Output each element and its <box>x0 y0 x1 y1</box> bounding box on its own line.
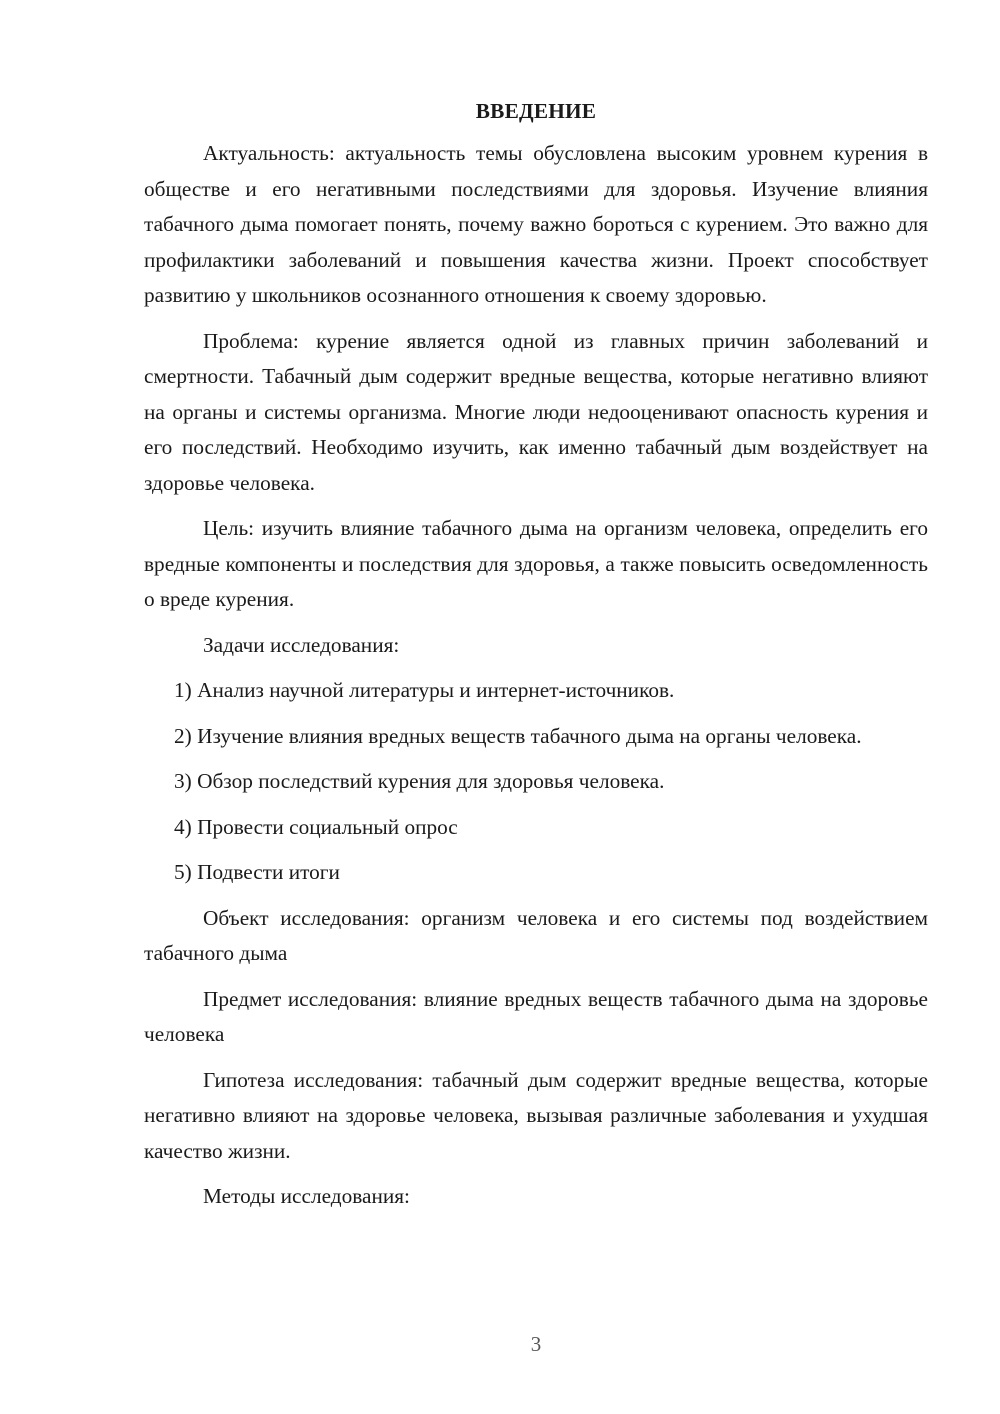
task-item-2: 2) Изучение влияния вредных веществ табачного дыма на органы человека. <box>174 723 862 748</box>
task-item-5: 5) Подвести итоги <box>174 860 340 884</box>
task-item-4: 4) Провести социальный опрос <box>174 814 458 839</box>
paragraph-hypothesis: Гипотеза исследования: табачный дым содержит вредные вещества, которые негативно влияют на здоровье человека, вызывая различные заболевания и ухудшая качество жизни. <box>144 1067 928 1163</box>
task-item-1: 1) Анализ научной литературы и интернет-источников. <box>174 678 675 702</box>
paragraph-subject: Предмет исследования: влияние вредных веществ табачного дыма на здоровье человека <box>144 986 928 1046</box>
section-title: ВВЕДЕНИЕ <box>475 99 597 123</box>
methods-heading: Методы исследования: <box>203 1184 410 1208</box>
paragraph-goal: Цель: изучить влияние табачного дыма на организм человека, определить его вредные компоненты и последствия для здоровья, а также повысить осведомленность о вреде курения. <box>144 516 928 611</box>
paragraph-problem: Проблема: курение является одной из главных причин заболеваний и смертности. Табачный дым содержит вредные вещества, которые негативно влияют на органы и системы организма. Многие люди недооценивают опасность курения и его последствий. Необходимо изучить, как именно табачный дым воздействует на здоровье человека. <box>144 328 928 495</box>
task-item-3: 3) Обзор последствий курения для здоровья человека. <box>174 769 665 793</box>
paragraph-relevance: Актуальность: актуальность темы обусловлена высоким уровнем курения в обществе и его негативными последствиями для здоровья. Изучение влияния табачного дыма помогает понять, почему важно бороться с курением. Это важно для профилактики заболеваний и повышения качества жизни. Проект способствует развитию у школьников осознанного отношения к своему здоровью. <box>144 141 928 307</box>
paragraph-object: Объект исследования: организм человека и его системы под воздействием табачного дыма <box>144 905 928 965</box>
page-number: 3 <box>530 1332 542 1356</box>
document-page <box>144 96 928 1225</box>
tasks-heading: Задачи исследования: <box>203 632 400 657</box>
